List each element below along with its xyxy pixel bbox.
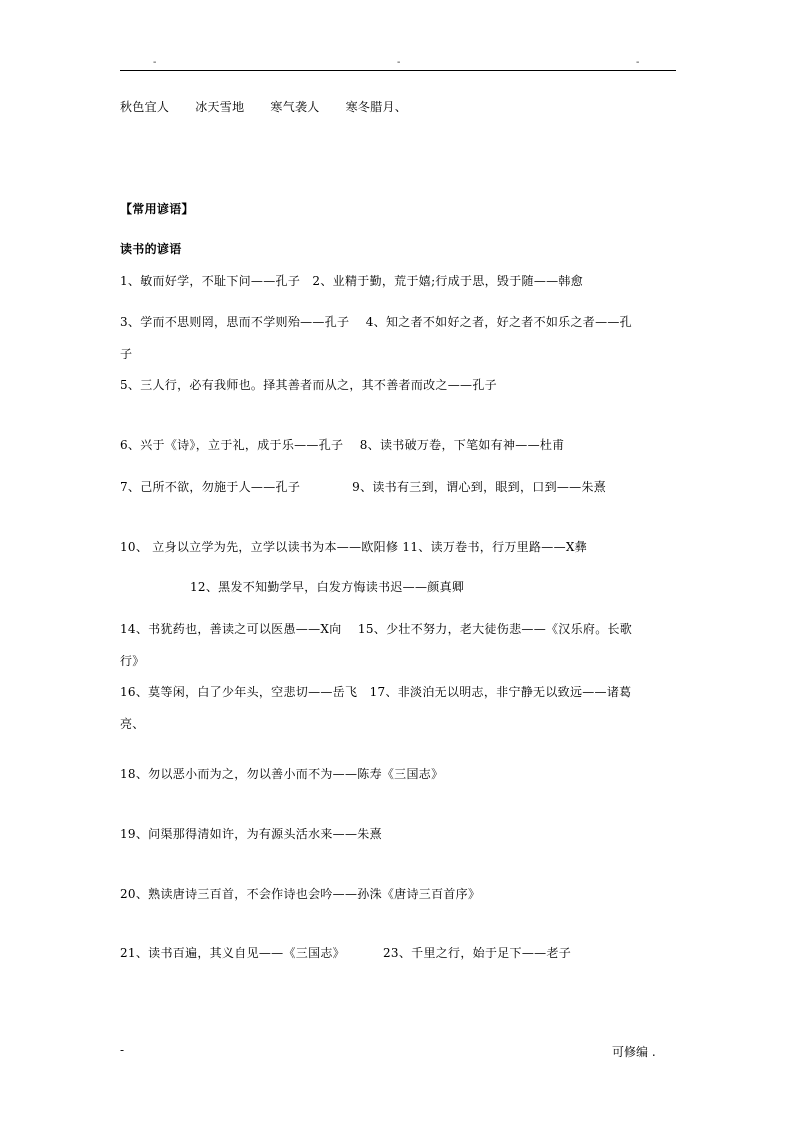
intro-term: 秋色宜人	[120, 100, 170, 114]
section-title: 【常用谚语】	[120, 202, 194, 216]
proverb-line: 19、问渠那得清如许，为有源头活水来——朱熹	[120, 827, 382, 841]
intro-term: 冰天雪地	[195, 100, 245, 114]
header-mark-center: -	[397, 57, 401, 68]
proverb-line	[120, 944, 680, 961]
proverb-line: 行》	[120, 654, 145, 668]
proverb-line: 3、学而不思则罔，思而不学则殆——孔子 4、知之者不如好之者，好之者不如乐之者——孔	[120, 315, 632, 329]
header-rule	[120, 70, 676, 71]
intro-term: 寒气袭人	[270, 100, 320, 114]
footer-editable-note: 可修编 .	[612, 1045, 656, 1059]
intro-terms-line	[120, 98, 680, 115]
header-mark-right: -	[636, 57, 640, 68]
proverb-line	[120, 478, 680, 495]
proverb-item: 7、己所不欲，勿施于人——孔子	[120, 480, 301, 494]
proverb-line: 子	[120, 347, 133, 361]
section-subtitle: 读书的谚语	[120, 242, 182, 256]
proverb-line: 亮、	[120, 717, 145, 731]
proverb-line: 14、书犹药也，善读之可以医愚——X向 15、少壮不努力，老大徒伤悲——《汉乐府。长歌	[120, 622, 633, 636]
proverb-item: 23、千里之行，始于足下——老子	[382, 946, 572, 960]
proverb-line: 12、黑发不知勤学早，白发方悔读书迟——颜真卿	[190, 580, 465, 594]
proverb-item: 21、读书百遍，其义自见——《三国志》	[120, 946, 345, 960]
proverb-line: 16、莫等闲，白了少年头，空悲切——岳飞 17、非淡泊无以明志，非宁静无以致远——诸葛	[120, 685, 632, 699]
proverb-line: 18、勿以恶小而为之，勿以善小而不为——陈寿《三国志》	[120, 767, 444, 781]
proverb-item: 9、读书有三到，谓心到，眼到，口到——朱熹	[352, 480, 607, 494]
proverb-line: 6、兴于《诗》，立于礼，成于乐——孔子 8、读书破万卷，下笔如有神——杜甫	[120, 438, 565, 452]
proverb-line: 5、三人行，必有我师也。择其善者而从之，其不善者而改之——孔子	[120, 378, 497, 392]
proverb-line: 1、敏而好学，不耻下问——孔子 2、业精于勤，荒于嬉;行成于思，毁于随——韩愈	[120, 274, 584, 288]
proverb-line: 20、熟读唐诗三百首，不会作诗也会吟——孙洙《唐诗三百首序》	[120, 887, 481, 901]
header-mark-left: -	[153, 57, 157, 68]
intro-term: 寒冬腊月、	[345, 100, 408, 114]
proverb-line: 10、 立身以立学为先，立学以读书为本——欧阳修 11、读万卷书，行万里路——X彝	[120, 540, 588, 554]
footer-mark: -	[120, 1043, 125, 1057]
